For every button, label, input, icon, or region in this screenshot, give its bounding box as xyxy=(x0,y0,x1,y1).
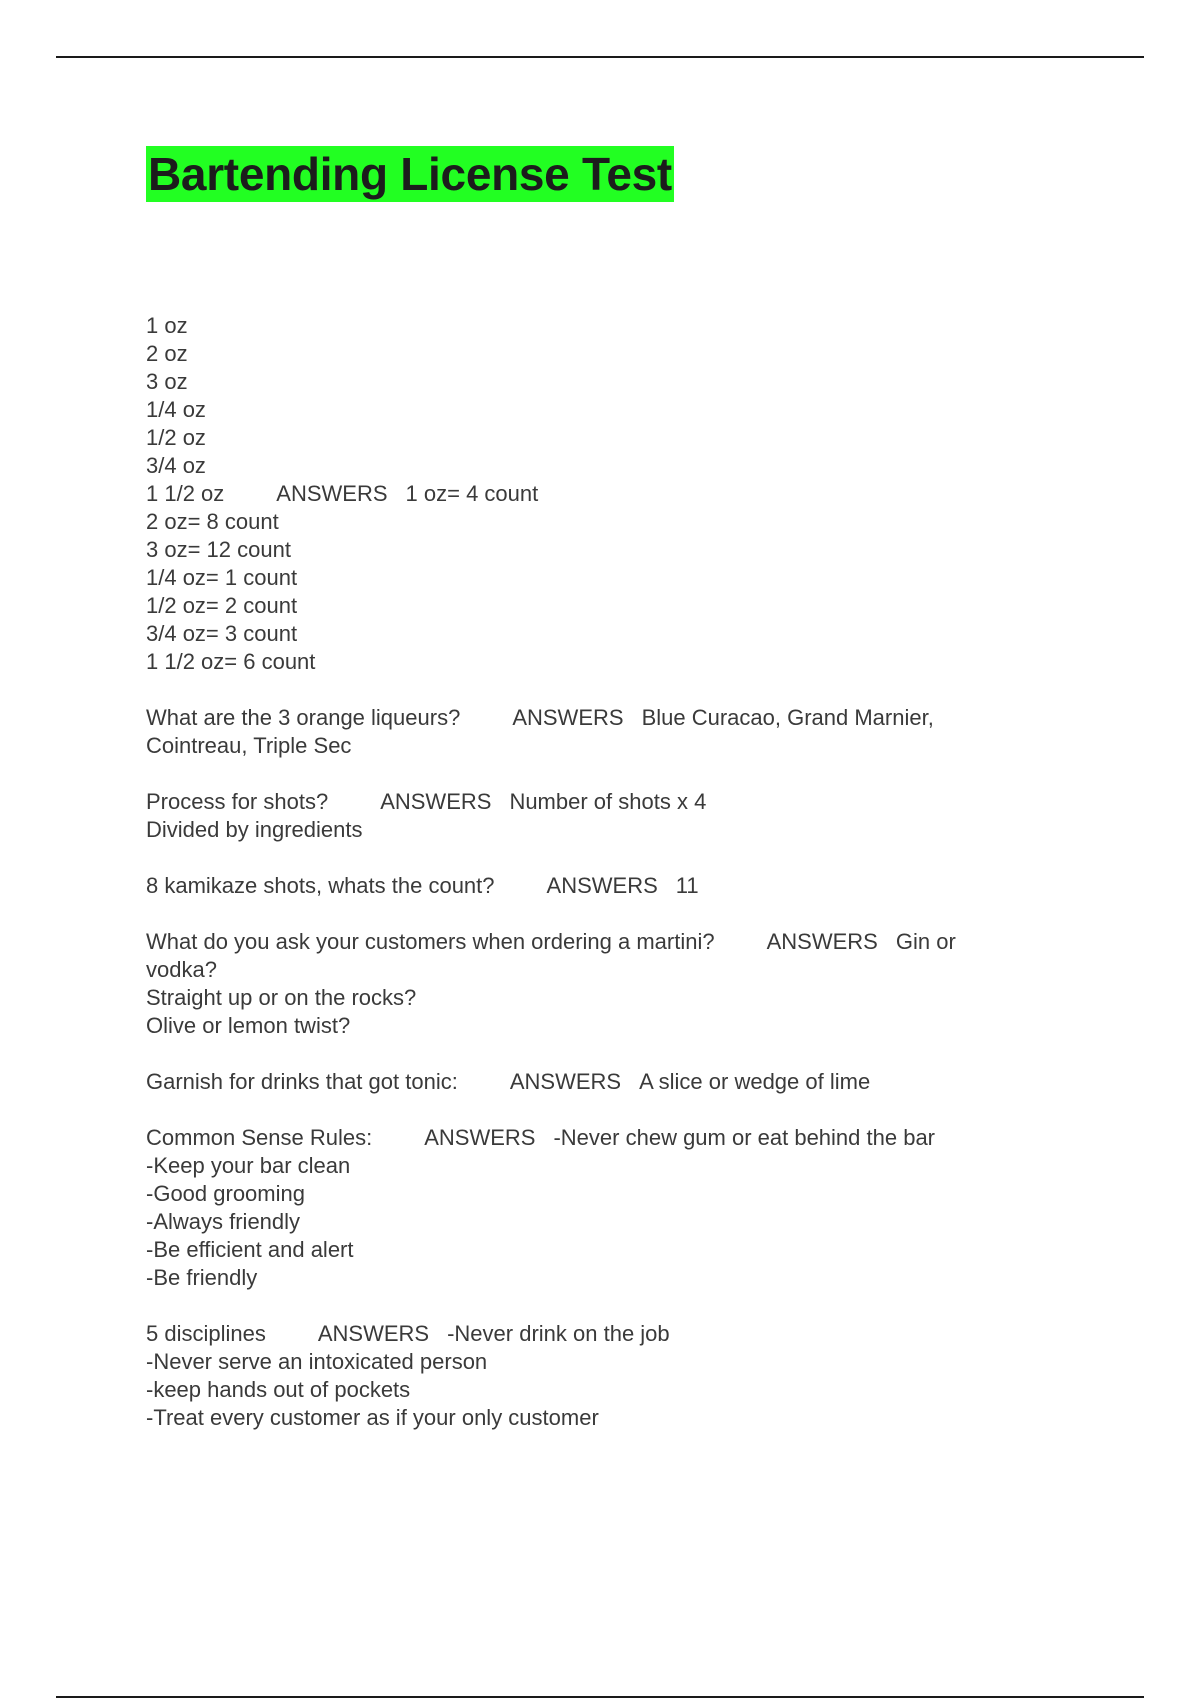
answers-label: ANSWERS xyxy=(509,1069,622,1094)
question-line: 1/4 oz xyxy=(146,397,206,422)
answer-line: Olive or lemon twist? xyxy=(146,1013,351,1038)
answer-line: -Always friendly xyxy=(146,1209,301,1234)
answers-label: ANSWERS xyxy=(546,873,658,898)
question-line: 3 oz xyxy=(146,369,188,394)
title-block xyxy=(146,146,674,202)
question-text: 8 kamikaze shots, whats the count? xyxy=(146,873,495,898)
answer-text: -Never drink on the job xyxy=(447,1321,670,1346)
qa-entry-martini xyxy=(146,928,1066,1040)
answer-line: -Keep your bar clean xyxy=(146,1153,351,1178)
document-title: Bartending License Test xyxy=(148,148,672,200)
answer-line: -keep hands out of pockets xyxy=(146,1377,411,1402)
answer-line: -Treat every customer as if your only customer xyxy=(146,1405,599,1430)
question-line: 2 oz xyxy=(146,341,188,366)
answer-line: Straight up or on the rocks? xyxy=(146,985,417,1010)
question-text: 1 1/2 oz xyxy=(146,481,225,506)
answers-label: ANSWERS xyxy=(424,1125,536,1150)
top-rule xyxy=(56,56,1144,58)
answers-label: ANSWERS xyxy=(380,789,492,814)
qa-list xyxy=(146,312,1066,1460)
answer-line: 2 oz= 8 count xyxy=(146,509,279,534)
question-text: What are the 3 orange liqueurs? xyxy=(146,705,461,730)
question-text: Common Sense Rules: xyxy=(146,1125,373,1150)
answer-line: -Be efficient and alert xyxy=(146,1237,354,1262)
question-line: 3/4 oz xyxy=(146,453,206,478)
answer-line: vodka? xyxy=(146,957,217,982)
answers-label: ANSWERS xyxy=(766,929,878,954)
answer-text: Gin or xyxy=(895,929,956,954)
answer-line: Cointreau, Triple Sec xyxy=(146,733,352,758)
answer-line: -Good grooming xyxy=(146,1181,305,1206)
question-answer-line xyxy=(146,480,1066,508)
answers-label: ANSWERS xyxy=(317,1321,430,1346)
answer-line: -Never serve an intoxicated person xyxy=(146,1349,488,1374)
answer-line: 1/4 oz= 1 count xyxy=(146,565,298,590)
question-line: 1 oz xyxy=(146,313,188,338)
question-text: What do you ask your customers when ordering a martini? xyxy=(146,929,715,954)
answer-text: -Never chew gum or eat behind the bar xyxy=(553,1125,936,1150)
answer-line: -Be friendly xyxy=(146,1265,258,1290)
qa-entry-common-sense-rules xyxy=(146,1124,1066,1292)
question-answer-line xyxy=(146,1068,1066,1096)
answers-label: ANSWERS xyxy=(276,481,388,506)
qa-entry-measurements xyxy=(146,312,1066,676)
qa-entry-kamikaze xyxy=(146,872,1066,900)
qa-entry-tonic-garnish xyxy=(146,1068,1066,1096)
answer-text: 11 xyxy=(675,873,699,898)
question-answer-line xyxy=(146,872,1066,900)
question-text: Process for shots? xyxy=(146,789,329,814)
answer-line: 1 1/2 oz= 6 count xyxy=(146,649,316,674)
question-line: 1/2 oz xyxy=(146,425,206,450)
answer-line: 1/2 oz= 2 count xyxy=(146,593,298,618)
answer-text: 1 oz= 4 count xyxy=(405,481,539,506)
answer-text: Number of shots x 4 xyxy=(509,789,707,814)
question-answer-line xyxy=(146,704,1066,732)
answers-label: ANSWERS xyxy=(512,705,624,730)
answer-line: 3/4 oz= 3 count xyxy=(146,621,298,646)
qa-entry-five-disciplines xyxy=(146,1320,1066,1432)
question-answer-line xyxy=(146,788,1066,816)
qa-entry-orange-liqueurs xyxy=(146,704,1066,760)
answer-text: A slice or wedge of lime xyxy=(639,1069,871,1094)
question-answer-line xyxy=(146,1320,1066,1348)
question-answer-line xyxy=(146,1124,1066,1152)
answer-line: Divided by ingredients xyxy=(146,817,363,842)
question-text: 5 disciplines xyxy=(146,1321,266,1346)
answer-line: 3 oz= 12 count xyxy=(146,537,291,562)
qa-entry-process-for-shots xyxy=(146,788,1066,844)
answer-text: Blue Curacao, Grand Marnier, xyxy=(641,705,934,730)
question-text: Garnish for drinks that got tonic: xyxy=(146,1069,458,1094)
question-answer-line xyxy=(146,928,1066,956)
bottom-rule xyxy=(56,1696,1144,1698)
